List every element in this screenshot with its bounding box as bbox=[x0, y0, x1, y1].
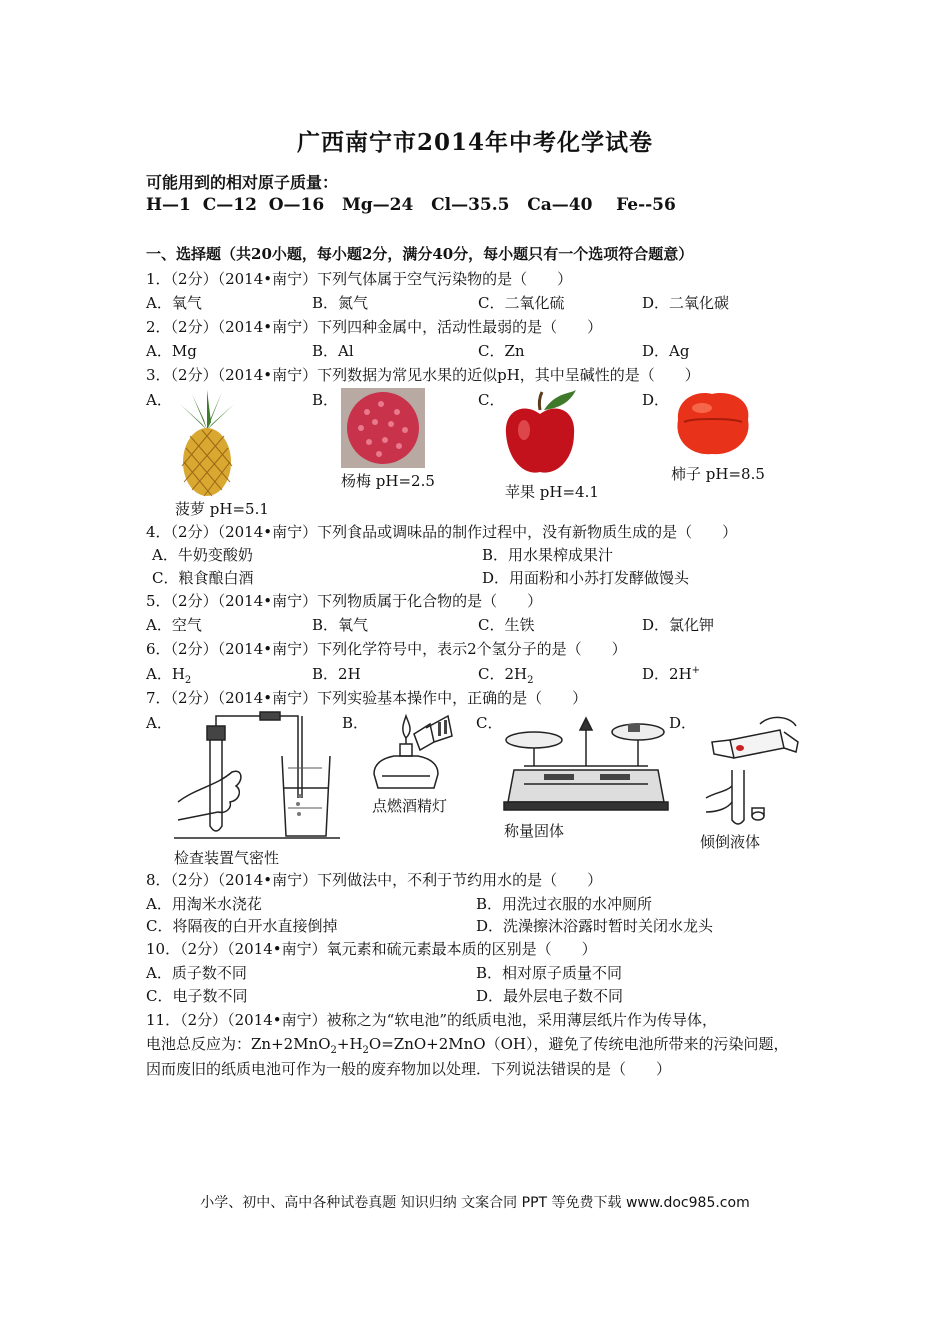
q2-option-a: A．Mg bbox=[146, 342, 197, 360]
pineapple-image bbox=[172, 390, 242, 498]
q5-option-c: C．生铁 bbox=[478, 616, 535, 634]
q8-option-d: D．洗澡擦沐浴露时暂时关闭水龙头 bbox=[476, 917, 714, 935]
q6-option-d: D．2H+ bbox=[642, 665, 701, 683]
exam-title: 广西南宁市2014年中考化学试卷 bbox=[296, 129, 653, 156]
apple-image bbox=[504, 388, 578, 476]
q7-option-b: B． bbox=[342, 714, 369, 732]
q4-option-a: A．牛奶变酸奶 bbox=[152, 546, 253, 564]
q11-line3: 因而废旧的纸质电池可作为一般的废弃物加以处理．下列说法错误的是（ ） bbox=[146, 1060, 672, 1078]
q6-stem: 6．（2分）（2014•南宁）下列化学符号中，表示2个氢分子的是（ ） bbox=[146, 640, 627, 658]
q6-option-c: C．$2H_2$ bbox=[478, 665, 534, 686]
q8-stem: 8．（2分）（2014•南宁）下列做法中，不利于节约用水的是（ ） bbox=[146, 871, 603, 889]
q7-caption-a: 检查装置气密性 bbox=[174, 849, 280, 867]
q7-caption-d: 倾倒液体 bbox=[700, 833, 761, 851]
q2-option-d: D．Ag bbox=[642, 342, 690, 360]
atomic-mass-list: H—1 C—12 O—16 Mg—24 Cl—35.5 Ca—40 Fe--56 bbox=[146, 195, 676, 215]
q8-option-b: B．用洗过衣服的水冲厕所 bbox=[476, 895, 653, 913]
footer-ad: 小学、初中、高中各种试卷真题 知识归纳 文案合同 PPT 等免费下载 www.doc985.com bbox=[200, 1195, 750, 1211]
section1-heading: 一、选择题（共20小题，每小题2分，满分40分，每小题只有一个选项符合题意） bbox=[146, 245, 694, 263]
q8-option-a: A．用淘米水浇花 bbox=[146, 895, 262, 913]
q7-option-a: A． bbox=[146, 714, 172, 732]
q3-caption-pineapple: 菠萝 pH=5.1 bbox=[175, 500, 269, 518]
q1-option-c: C．二氧化硫 bbox=[478, 294, 565, 312]
q1-option-a: A．氧气 bbox=[146, 294, 202, 312]
q10-option-a: A．质子数不同 bbox=[146, 964, 247, 982]
q11-line1: 11．（2分）（2014•南宁）被称之为“软电池”的纸质电池，采用薄层纸片作为传导体， bbox=[146, 1011, 717, 1029]
persimmon-image bbox=[672, 388, 754, 458]
q4-option-c: C．粮食酿白酒 bbox=[152, 569, 254, 587]
q6-option-b: B．2H bbox=[312, 665, 361, 683]
atomic-mass-heading: 可能用到的相对原子质量： bbox=[146, 173, 339, 192]
q11-line2: 电池总反应为：$Zn+2MnO_2+H_2O=ZnO+2MnO(OH)$，避免了传统电池所带来的污染问题， bbox=[146, 1035, 789, 1056]
q5-option-b: B．氧气 bbox=[312, 616, 369, 634]
bayberry-image bbox=[341, 388, 425, 468]
q1-option-d: D．二氧化碳 bbox=[642, 294, 730, 312]
q5-option-d: D．氯化钾 bbox=[642, 616, 715, 634]
q10-stem: 10．（2分）（2014•南宁）氧元素和硫元素最本质的区别是（ ） bbox=[146, 940, 597, 958]
q7-option-c: C． bbox=[476, 714, 503, 732]
q7-option-d: D． bbox=[669, 714, 697, 732]
q10-option-c: C．电子数不同 bbox=[146, 987, 248, 1005]
q8-option-c: C．将隔夜的白开水直接倒掉 bbox=[146, 917, 338, 935]
q4-option-d: D．用面粉和小苏打发酵做馒头 bbox=[482, 569, 690, 587]
q6-option-a: A．$H_2$ bbox=[146, 665, 192, 686]
q7-stem: 7．（2分）（2014•南宁）下列实验基本操作中，正确的是（ ） bbox=[146, 689, 588, 707]
q3-option-a: A． bbox=[146, 391, 172, 409]
q3-caption-bayberry: 杨梅 pH=2.5 bbox=[341, 472, 435, 490]
q3-option-d: D． bbox=[642, 391, 670, 409]
balance-scale-drawing bbox=[504, 710, 668, 818]
q4-stem: 4．（2分）（2014•南宁）下列食品或调味品的制作过程中，没有新物质生成的是（ ） bbox=[146, 523, 738, 541]
q3-option-c: C． bbox=[478, 391, 505, 409]
q1-option-b: B．氮气 bbox=[312, 294, 369, 312]
q7-caption-c: 称量固体 bbox=[504, 822, 565, 840]
q10-option-d: D．最外层电子数不同 bbox=[476, 987, 624, 1005]
q4-option-b: B．用水果榨成果汁 bbox=[482, 546, 614, 564]
q5-option-a: A．空气 bbox=[146, 616, 202, 634]
pouring-liquid-drawing bbox=[700, 712, 800, 830]
q2-option-b: B．Al bbox=[312, 342, 354, 360]
q3-option-b: B． bbox=[312, 391, 339, 409]
airtightness-check-drawing bbox=[172, 708, 342, 846]
q10-option-b: B．相对原子质量不同 bbox=[476, 964, 623, 982]
q1-stem: 1．（2分）（2014•南宁）下列气体属于空气污染物的是（ ） bbox=[146, 270, 573, 288]
q2-option-c: C．Zn bbox=[478, 342, 525, 360]
q3-caption-apple: 苹果 pH=4.1 bbox=[505, 483, 599, 501]
q3-stem: 3．（2分）（2014•南宁）下列数据为常见水果的近似pH，其中呈碱性的是（ ） bbox=[146, 366, 700, 384]
q5-stem: 5．（2分）（2014•南宁）下列物质属于化合物的是（ ） bbox=[146, 592, 543, 610]
q7-caption-b: 点燃酒精灯 bbox=[372, 797, 448, 815]
q2-stem: 2．（2分）（2014•南宁）下列四种金属中，活动性最弱的是（ ） bbox=[146, 318, 603, 336]
q3-caption-persimmon: 柿子 pH=8.5 bbox=[671, 465, 765, 483]
alcohol-lamp-drawing bbox=[368, 712, 452, 794]
